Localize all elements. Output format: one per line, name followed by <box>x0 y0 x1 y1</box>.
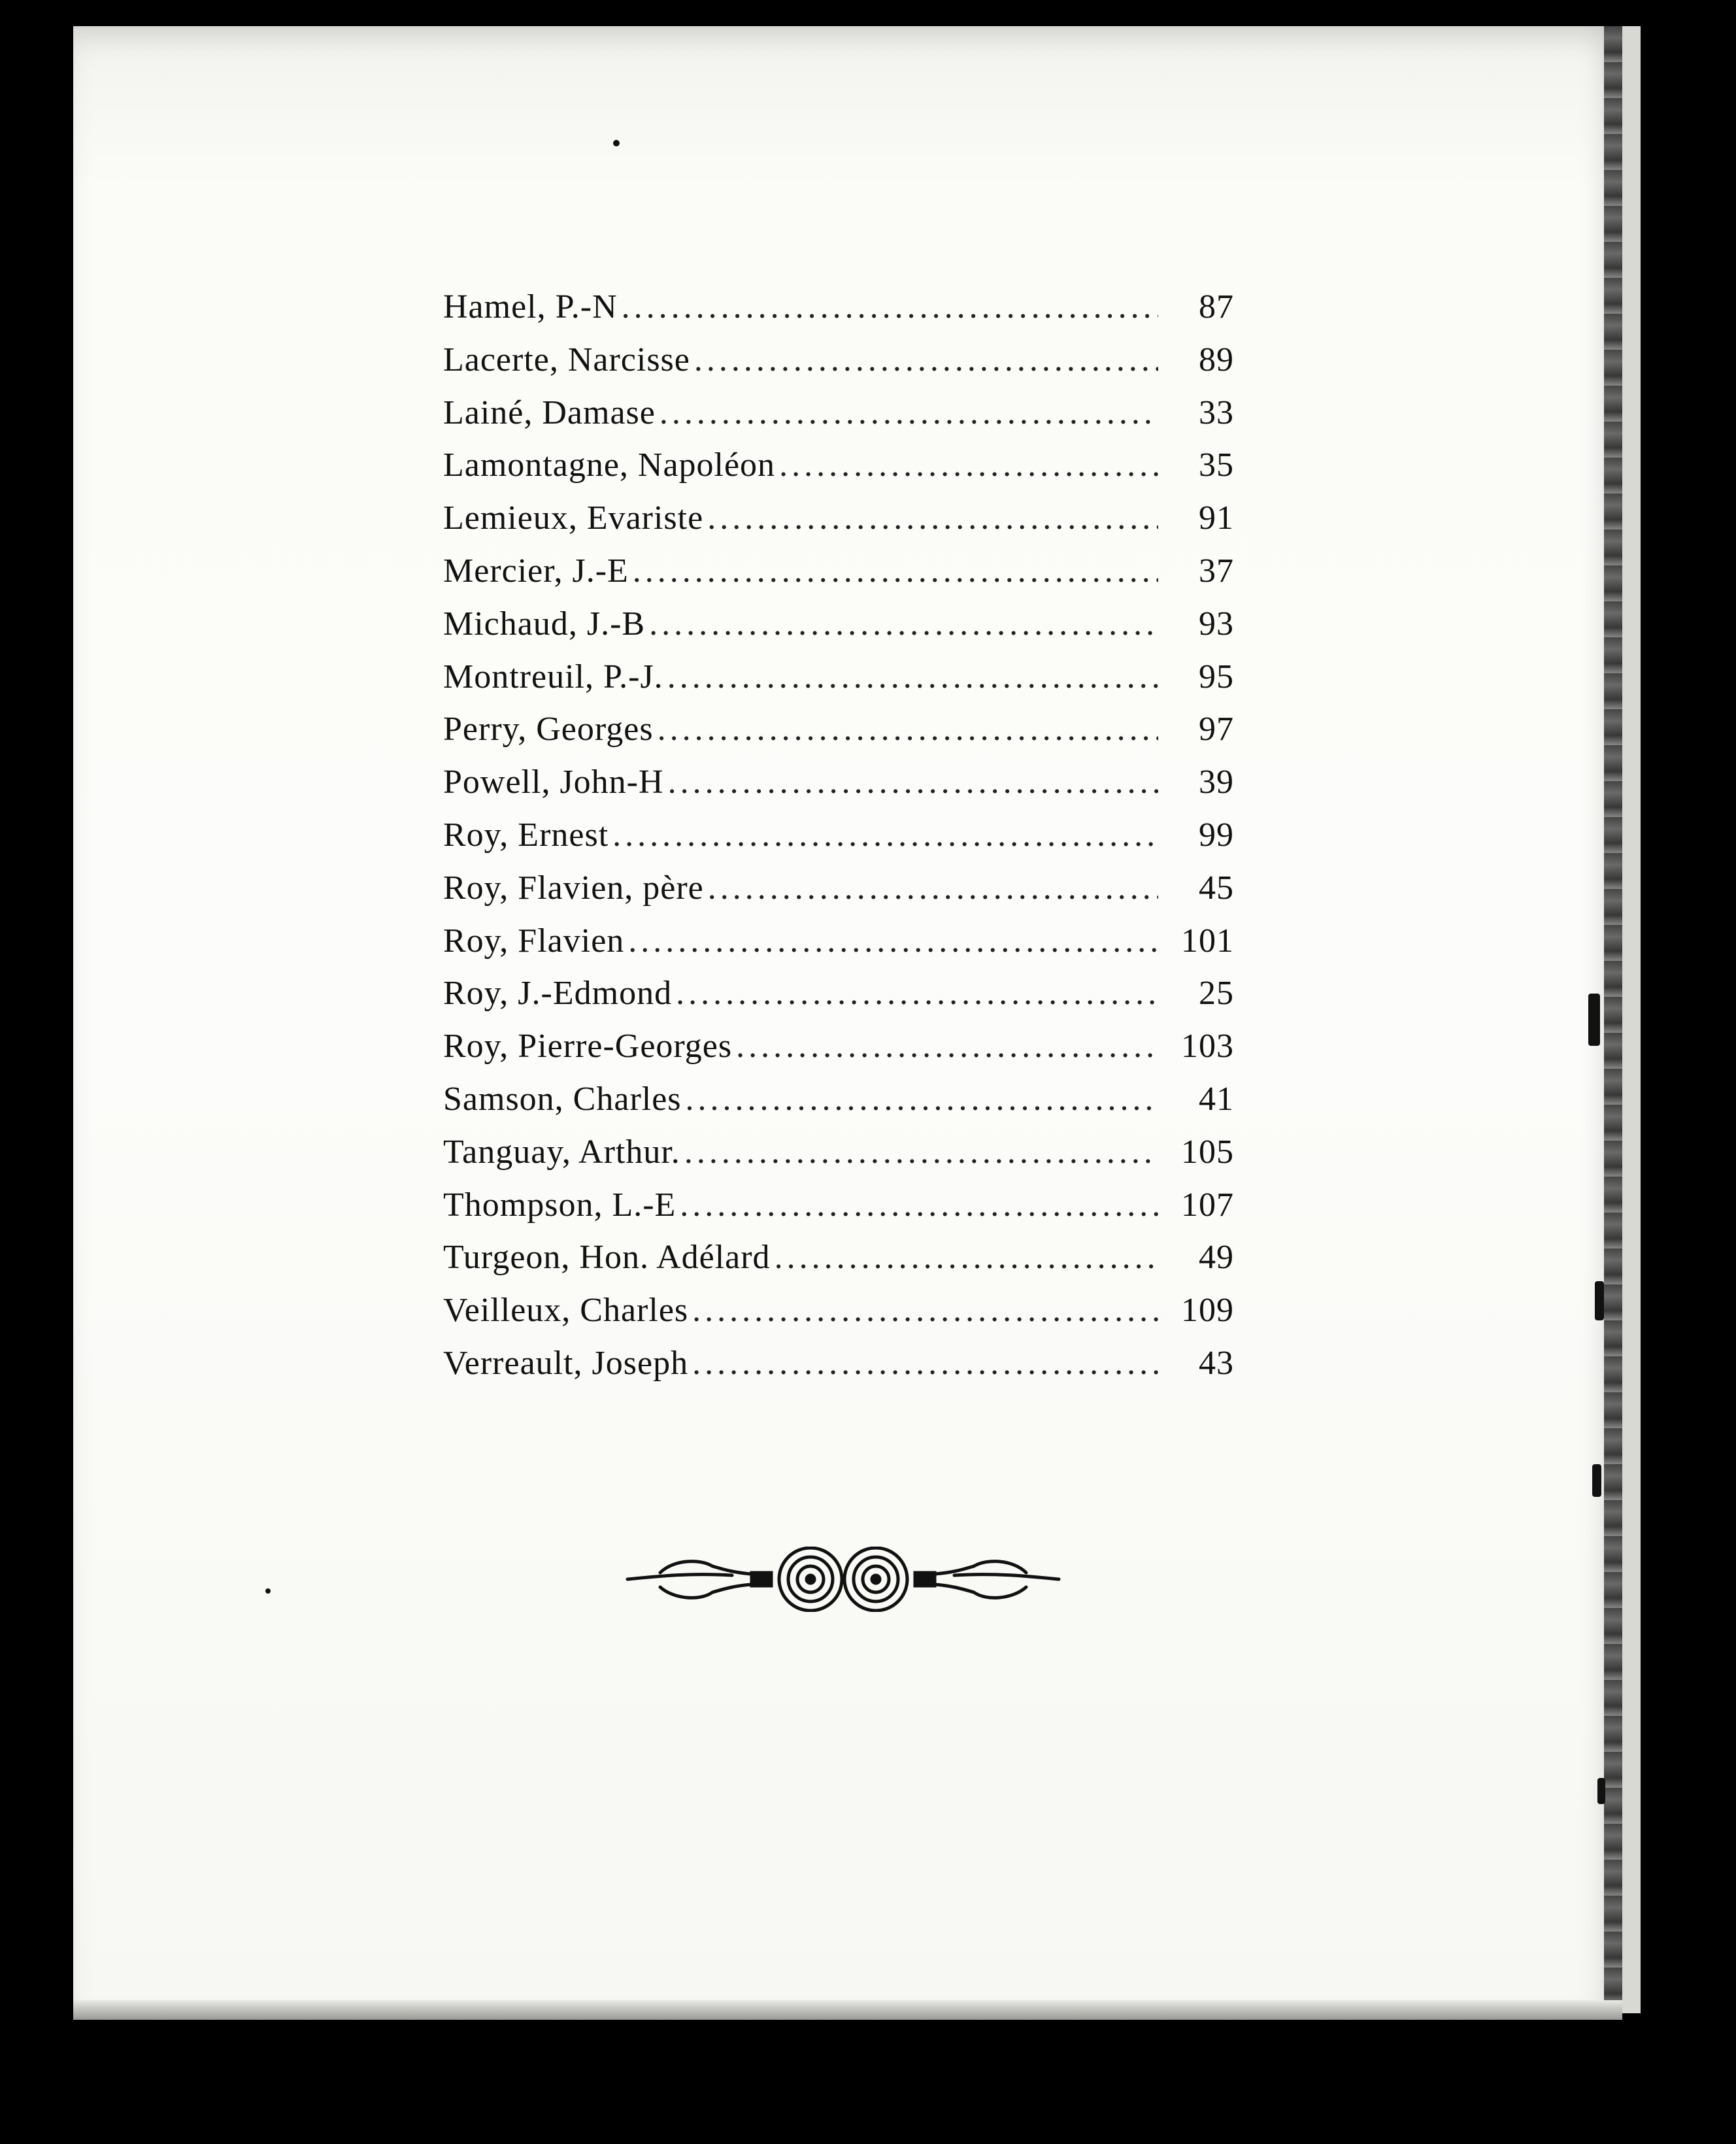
toc-entry[interactable] <box>443 869 1234 922</box>
toc-entry-name: Lainé, Damase <box>443 394 656 431</box>
dot-leader <box>668 763 1158 801</box>
toc-entry[interactable] <box>443 446 1234 499</box>
toc-entry-page: 39 <box>1199 763 1234 801</box>
dot-leader <box>622 288 1158 326</box>
toc-entry-name: Montreuil, P.-J. <box>443 658 663 695</box>
ink-speck <box>613 140 620 146</box>
dot-leader <box>775 1238 1158 1277</box>
toc-entry[interactable] <box>443 1133 1234 1186</box>
toc-entry[interactable] <box>443 1080 1234 1133</box>
dot-leader <box>779 446 1158 484</box>
toc-entry-name: Thompson, L.-E <box>443 1186 676 1224</box>
toc-entry-name: Powell, John-H <box>443 763 664 801</box>
toc-entry-name: Perry, Georges <box>443 711 654 748</box>
toc-entry-page: 35 <box>1199 446 1234 484</box>
toc-entry[interactable] <box>443 922 1234 975</box>
toc-entry-page: 87 <box>1199 288 1234 326</box>
toc-entry-page: 97 <box>1199 711 1234 748</box>
page-bottom-edge <box>73 2000 1622 2020</box>
toc-entry-name: Hamel, P.-N <box>443 288 618 326</box>
page-edge <box>1604 26 1622 2020</box>
toc-entry[interactable] <box>443 605 1234 658</box>
dot-leader <box>694 341 1158 379</box>
toc-entry-page: 91 <box>1199 499 1234 537</box>
toc-entry-page: 109 <box>1181 1292 1234 1330</box>
toc-entry-page: 95 <box>1199 658 1234 695</box>
dot-leader <box>684 1133 1158 1171</box>
toc-entry-page: 43 <box>1199 1344 1234 1382</box>
toc-entry-name: Samson, Charles <box>443 1080 682 1118</box>
dot-leader <box>692 1291 1158 1330</box>
dot-leader <box>658 710 1158 748</box>
dot-leader <box>633 552 1158 590</box>
toc-entry[interactable] <box>443 341 1234 394</box>
scroll-ornament-icon <box>621 1547 1065 1612</box>
toc-entry[interactable] <box>443 658 1234 711</box>
toc-entry-page: 25 <box>1199 975 1234 1013</box>
dot-leader <box>612 816 1158 854</box>
dot-leader <box>676 974 1158 1013</box>
toc-entry[interactable] <box>443 710 1234 763</box>
dot-leader <box>692 1344 1158 1382</box>
toc-entry-name: Roy, J.-Edmond <box>443 975 673 1013</box>
toc-entry[interactable] <box>443 394 1234 446</box>
toc-entry[interactable] <box>443 499 1234 552</box>
toc-entry[interactable] <box>443 1291 1234 1344</box>
toc-entry[interactable] <box>443 816 1234 869</box>
toc-entry-name: Turgeon, Hon. Adélard <box>443 1239 771 1277</box>
toc-entry-page: 49 <box>1199 1239 1234 1277</box>
toc-entry-name: Roy, Pierre-Georges <box>443 1028 733 1065</box>
toc-entry-page: 33 <box>1199 394 1234 431</box>
toc-entry-name: Veilleux, Charles <box>443 1292 689 1330</box>
toc-entry-name: Roy, Ernest <box>443 816 609 854</box>
toc-entry-page: 107 <box>1181 1186 1234 1224</box>
toc-entry-name: Roy, Flavien, père <box>443 869 704 907</box>
ink-speck <box>1595 1281 1604 1320</box>
toc-entry-page: 41 <box>1199 1080 1234 1118</box>
dot-leader <box>708 869 1158 907</box>
toc-entry[interactable] <box>443 1344 1234 1397</box>
toc-entry-name: Lacerte, Narcisse <box>443 341 690 378</box>
toc-entry-name: Lemieux, Evariste <box>443 499 704 537</box>
toc-entry-page: 37 <box>1199 552 1234 590</box>
toc-entry[interactable] <box>443 763 1234 816</box>
ink-speck <box>1597 1778 1605 1804</box>
toc-entry[interactable] <box>443 288 1234 341</box>
toc-entry[interactable] <box>443 1238 1234 1291</box>
toc-entry[interactable] <box>443 1186 1234 1239</box>
ink-speck <box>265 1588 271 1594</box>
toc-entry[interactable] <box>443 974 1234 1027</box>
dot-leader <box>680 1186 1158 1224</box>
toc-entry-page: 89 <box>1199 341 1234 378</box>
dot-leader <box>659 394 1158 432</box>
toc-entry[interactable] <box>443 1027 1234 1080</box>
dot-leader <box>707 499 1158 537</box>
toc-entry-name: Roy, Flavien <box>443 922 625 960</box>
toc-entry-page: 45 <box>1199 869 1234 907</box>
toc-entry-name: Verreault, Joseph <box>443 1344 689 1382</box>
dot-leader <box>628 922 1158 960</box>
toc-entry-page: 105 <box>1181 1133 1234 1171</box>
toc-entry[interactable] <box>443 552 1234 605</box>
ink-speck <box>1592 1464 1601 1497</box>
toc-entry-page: 99 <box>1199 816 1234 854</box>
toc-entry-page: 103 <box>1181 1028 1234 1065</box>
toc-entry-name: Mercier, J.-E <box>443 552 629 590</box>
toc-entry-name: Tanguay, Arthur. <box>443 1133 680 1171</box>
toc-entry-page: 93 <box>1199 605 1234 643</box>
dot-leader <box>649 605 1158 643</box>
dot-leader <box>686 1080 1158 1118</box>
toc-entry-name: Michaud, J.-B <box>443 605 646 643</box>
dot-leader <box>667 658 1158 696</box>
toc-entry-name: Lamontagne, Napoléon <box>443 446 776 484</box>
ink-speck <box>1588 994 1600 1046</box>
dot-leader <box>736 1027 1158 1065</box>
toc-entry-page: 101 <box>1181 922 1234 960</box>
table-of-contents <box>443 288 1234 1397</box>
